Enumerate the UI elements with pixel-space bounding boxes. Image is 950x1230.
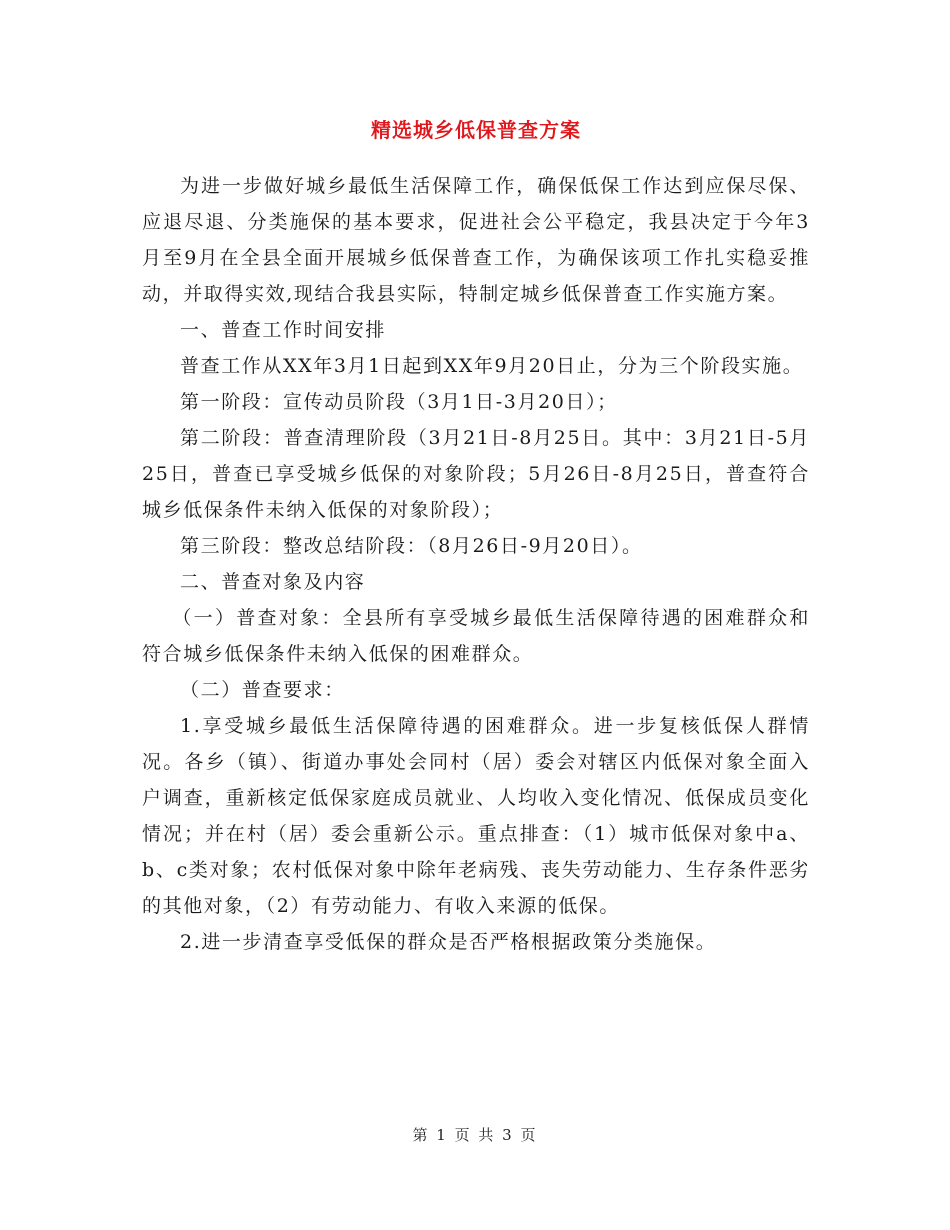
phase-one-paragraph: 第一阶段：宣传动员阶段（3月1日-3月20日）； xyxy=(180,391,618,413)
requirement-two-paragraph: 2.进一步清查享受低保的群众是否严格根据政策分类施保。 xyxy=(180,931,717,953)
section-heading-targets: 二、普查对象及内容 xyxy=(180,571,366,593)
document-page xyxy=(142,112,810,960)
phase-three-paragraph: 第三阶段：整改总结阶段：（8月26日-9月20日）。 xyxy=(180,535,643,557)
phase-two-paragraph: 第二阶段：普查清理阶段（3月21日-8月25日。其中：3月21日-5月25日，普查已享受城乡低保的对象阶段；5月26日-8月25日，普查符合城乡低保条件未纳入低保的对象阶段）； xyxy=(142,427,810,521)
section-heading-schedule: 一、普查工作时间安排 xyxy=(180,319,387,341)
intro-paragraph: 为进一步做好城乡最低生活保障工作，确保低保工作达到应保尽保、应退尽退、分类施保的基本要求，促进社会公平稳定，我县决定于今年3月至9月在全县全面开展城乡低保普查工作，为确保该项工作扎实稳妥推动，并取得实效,现结合我县实际，特制定城乡低保普查工作实施方案。 xyxy=(142,175,810,305)
requirements-heading: （二）普查要求： xyxy=(180,679,345,701)
document-title: 精选城乡低保普查方案 xyxy=(371,118,581,142)
requirement-one-paragraph: 1.享受城乡最低生活保障待遇的困难群众。进一步复核低保人群情况。各乡（镇）、街道办事处会同村（居）委会对辖区内低保对象全面入户调查，重新核定低保家庭成员就业、人均收入变化情况、低保成员变化情况；并在村（居）委会重新公示。重点排查：（1）城市低保对象中a、b、c类对象；农村低保对象中除年老病残、丧失劳动能力、生存条件恶劣的其他对象，（2）有劳动能力、有收入来源的低保。 xyxy=(142,715,810,917)
page-number-footer: 第 1 页 共 3 页 xyxy=(412,1126,538,1144)
targets-paragraph: （一）普查对象：全县所有享受城乡最低生活保障待遇的困难群众和符合城乡低保条件未纳入低保的困难群众。 xyxy=(142,607,810,665)
schedule-paragraph: 普查工作从XX年3月1日起到XX年9月20日止，分为三个阶段实施。 xyxy=(180,355,804,377)
